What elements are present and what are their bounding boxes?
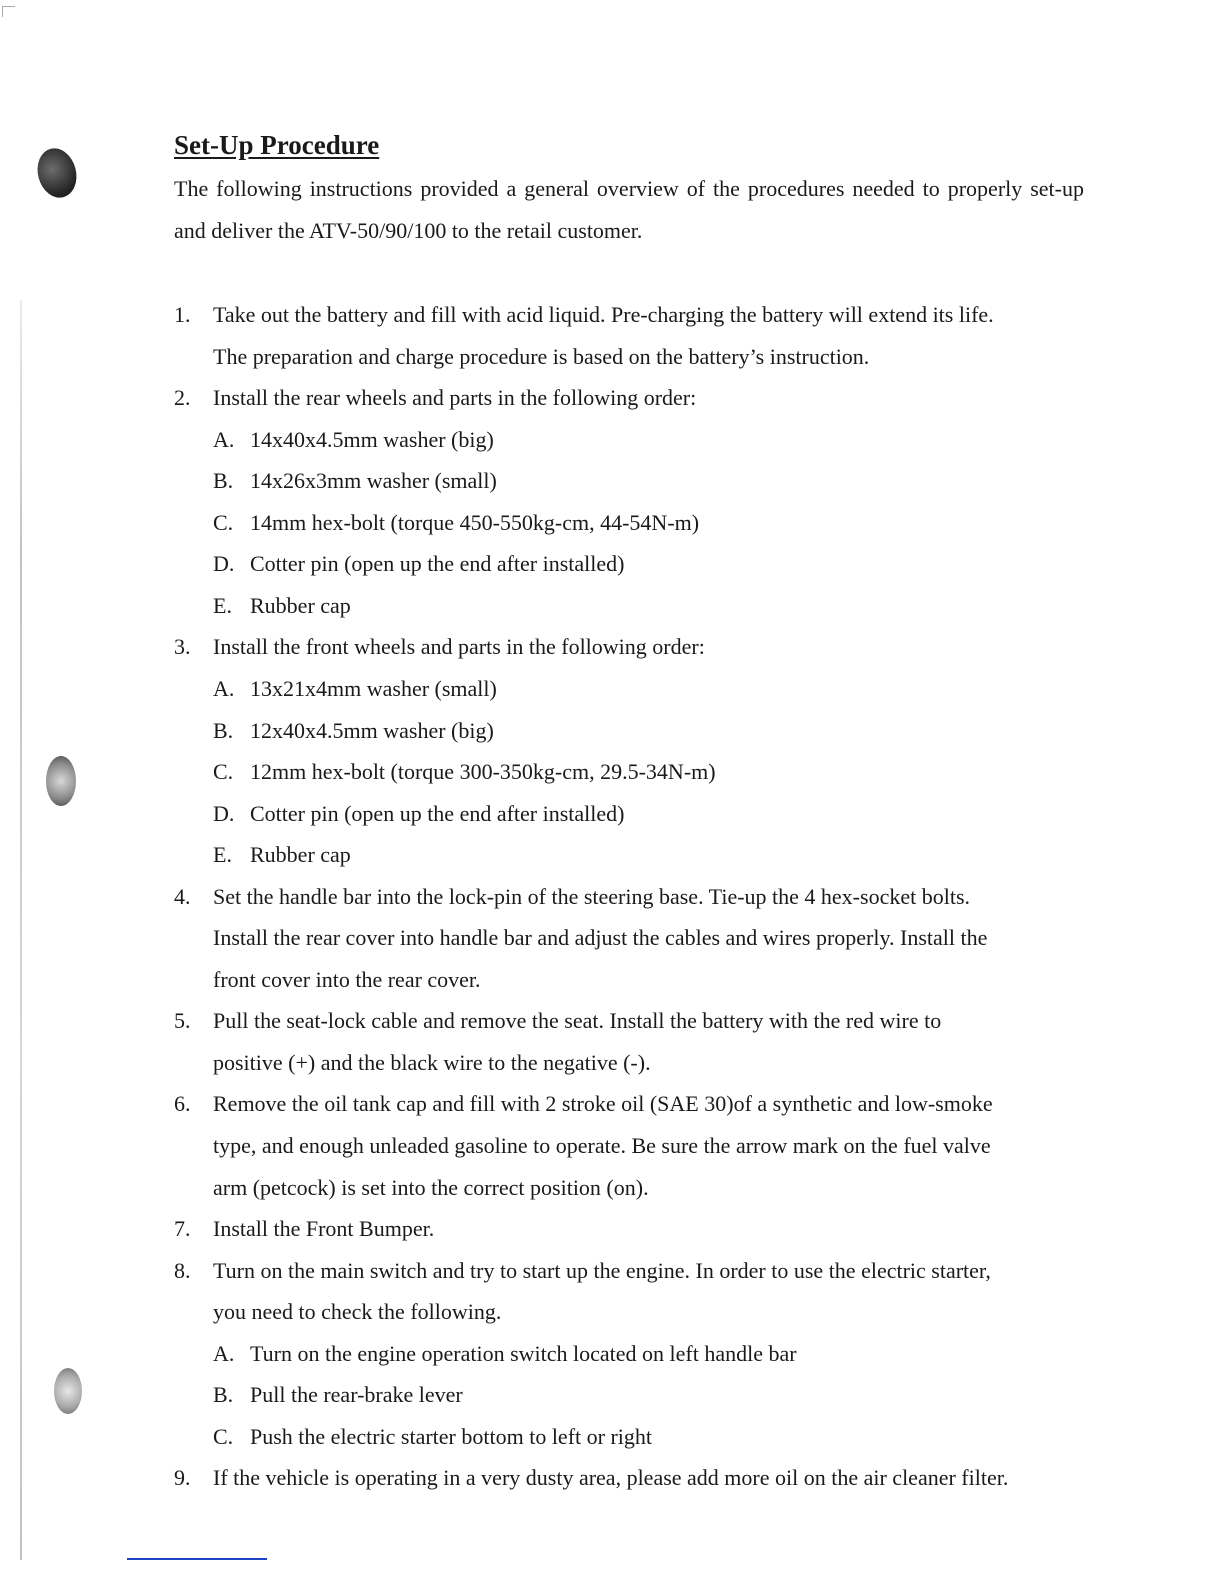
substep-text: Rubber cap	[250, 592, 351, 618]
step-number: 5.	[174, 1008, 191, 1034]
substep-text: Rubber cap	[250, 842, 351, 868]
substep-text: 13x21x4mm washer (small)	[250, 675, 497, 701]
substep-letter: B.	[213, 717, 234, 743]
substep-letter: B.	[213, 468, 234, 494]
step-number: 3.	[174, 634, 191, 660]
step-text-line: front cover into the rear cover.	[213, 966, 481, 992]
substep-letter: A.	[213, 675, 235, 701]
substep-text: Pull the rear-brake lever	[250, 1382, 463, 1408]
step-text-line: arm (petcock) is set into the correct position (on).	[213, 1174, 649, 1200]
substep-text: Cotter pin (open up the end after installed)	[250, 551, 625, 577]
step-number: 1.	[174, 302, 191, 327]
step-text-line: The preparation and charge procedure is based on the battery’s instruction.	[213, 343, 870, 369]
step-text-line: Set the handle bar into the lock-pin of the steering base. Tie-up the 4 hex-socket bolts.	[213, 883, 971, 909]
step-text-line: Install the Front Bumper.	[213, 1216, 435, 1242]
step-text-line: Install the rear wheels and parts in the following order:	[213, 385, 697, 411]
step-number: 8.	[174, 1257, 191, 1283]
substep-letter: D.	[213, 551, 235, 577]
step-text-line: Take out the battery and fill with acid liquid. Pre-charging the battery will extend its life.	[213, 302, 994, 327]
substep-letter: A.	[213, 1340, 235, 1366]
punch-hole-bottom	[54, 1368, 82, 1414]
substep-letter: C.	[213, 509, 234, 535]
step-number: 4.	[174, 883, 191, 909]
step-text-line: you need to check the following.	[213, 1299, 502, 1325]
step-text-line: Install the rear cover into handle bar and adjust the cables and wires properly. Install the	[213, 925, 988, 951]
step-number: 7.	[174, 1216, 191, 1242]
step-text-line: Turn on the main switch and try to start up the engine. In order to use the electric starter,	[213, 1257, 991, 1283]
substep-letter: E.	[213, 842, 232, 868]
step-text-line: Pull the seat-lock cable and remove the seat. Install the battery with the red wire to	[213, 1008, 942, 1034]
substep-letter: A.	[213, 426, 235, 452]
substep-letter: C.	[213, 759, 234, 785]
step-text-line: positive (+) and the black wire to the negative (-).	[213, 1049, 651, 1075]
punch-hole-top	[32, 144, 82, 202]
substep-text: Cotter pin (open up the end after installed)	[250, 800, 625, 826]
step-text-line: Install the front wheels and parts in the following order:	[213, 634, 705, 660]
substep-text: Push the electric starter bottom to left or right	[250, 1423, 653, 1449]
substep-text: 14mm hex-bolt (torque 450-550kg-cm, 44-54N-m)	[250, 509, 700, 535]
punch-hole-middle	[46, 756, 76, 806]
step-number: 6.	[174, 1091, 191, 1117]
page-title: Set-Up Procedure	[174, 130, 380, 160]
substep-text: 12x40x4.5mm washer (big)	[250, 717, 494, 743]
scan-corner-mark	[2, 6, 15, 17]
substep-text: 12mm hex-bolt (torque 300-350kg-cm, 29.5-34N-m)	[250, 759, 716, 785]
footer-rule	[127, 1558, 267, 1560]
scan-edge-shadow	[20, 300, 22, 1560]
step-text-line: Remove the oil tank cap and fill with 2 stroke oil (SAE 30)of a synthetic and low-smoke	[213, 1091, 993, 1117]
step-number: 9.	[174, 1465, 191, 1491]
step-number: 2.	[174, 385, 191, 411]
substep-text: 14x26x3mm washer (small)	[250, 468, 497, 494]
intro-paragraph: The following instructions provided a general overview of the procedures needed to properly set-up and deliver the ATV-50/90/100 to the retail customer.	[174, 176, 1084, 243]
substep-text: Turn on the engine operation switch located on left handle bar	[250, 1340, 797, 1366]
substep-text: 14x40x4.5mm washer (big)	[250, 426, 494, 452]
substep-letter: C.	[213, 1423, 234, 1449]
step-text-line: type, and enough unleaded gasoline to operate. Be sure the arrow mark on the fuel valve	[213, 1133, 991, 1158]
substep-letter: B.	[213, 1382, 234, 1408]
substep-letter: D.	[213, 800, 235, 826]
step-text-line: If the vehicle is operating in a very dusty area, please add more oil on the air cleaner filter.	[213, 1465, 1009, 1491]
substep-letter: E.	[213, 592, 232, 618]
